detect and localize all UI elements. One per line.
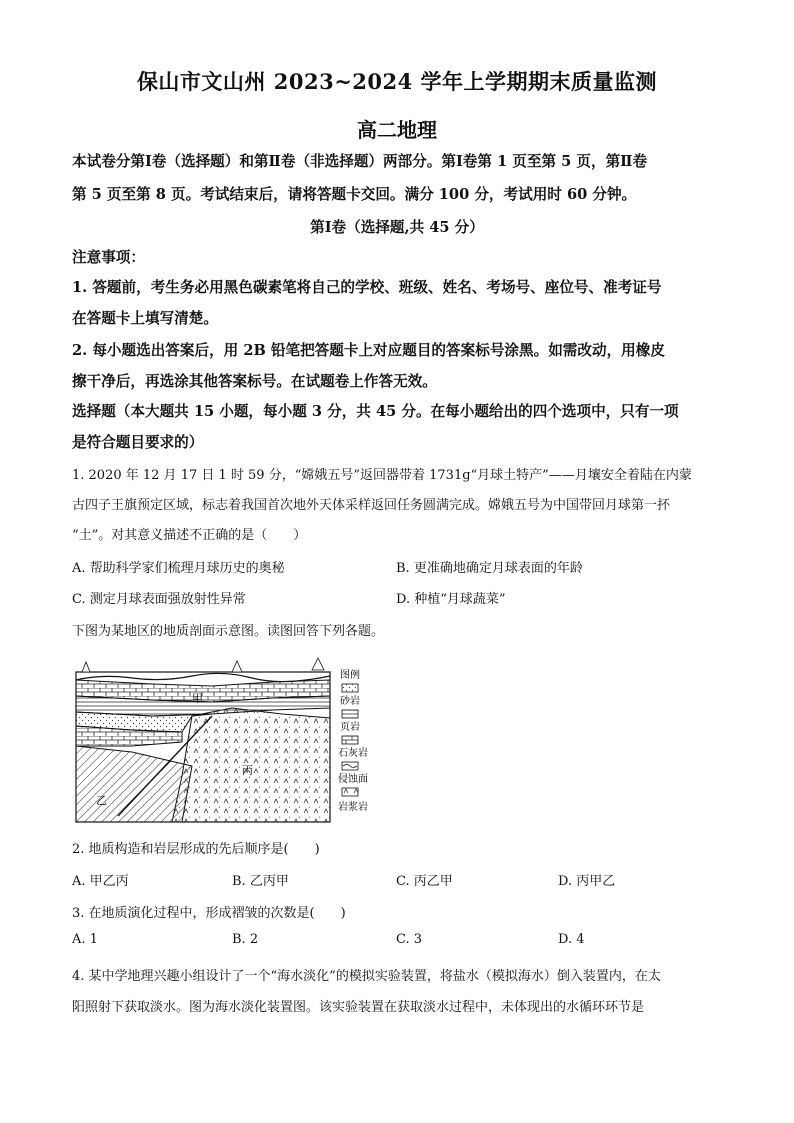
q2-option-c: C. 丙乙甲 — [396, 874, 453, 889]
section-heading-2: 是符合题目要求的） — [72, 434, 204, 451]
q1-option-d: D. 种植“月球蔬菜” — [396, 592, 506, 607]
q2-stem: 2. 地质构造和岩层形成的先后顺序是( ) — [72, 842, 320, 857]
notes-item-1a: 1. 答题前，考生务必用黑色碳素笔将自己的学校、班级、姓名、考场号、座位号、准考证号 — [72, 279, 662, 296]
exam-title: 保山市文山州 2023~2024 学年上学期期末质量监测 — [136, 69, 658, 94]
notes-heading: 注意事项： — [72, 249, 145, 266]
q1-line-2: 古四子王旗预定区域，标志着我国首次地外天体采样返回任务圆满完成。嫦娥五号为中国带回月球第一抔 — [72, 498, 671, 513]
notes-item-2b: 擦干净后，再选涂其他答案标号。在试题卷上作答无效。 — [72, 373, 437, 390]
exam-subtitle: 高二地理 — [357, 118, 437, 142]
q4-line-1: 4. 某中学地理兴趣小组设计了一个“海水淡化”的模拟实验装置，将盐水（模拟海水）倒入装置内，在太 — [72, 969, 661, 984]
notes-item-1b: 在答题卡上填写清楚。 — [72, 310, 218, 327]
q1-line-3: “土”。对其意义描述不正确的是（ ） — [72, 528, 307, 543]
legend-shale: 页岩 — [340, 722, 360, 733]
q1-line-1: 1. 2020 年 12 月 17 日 1 时 59 分，“嫦娥五号”返回器带着 1731g“月球土特产”——月壤安全着陆在内蒙 — [72, 468, 692, 483]
geologic-section-figure — [72, 656, 390, 824]
section-body — [76, 658, 330, 822]
legend-limestone: 石灰岩 — [338, 748, 368, 759]
q1-option-a: A. 帮助科学家们梳理月球历史的奥秘 — [72, 561, 285, 576]
legend-igneous: 岩浆岩 — [338, 802, 368, 813]
q1-option-c: C. 测定月球表面强放射性异常 — [72, 592, 246, 607]
q4-line-2: 阳照射下获取淡水。图为海水淡化装置图。该实验装置在获取淡水过程中，未体现出的水循环环节是 — [72, 1000, 645, 1015]
q3-stem: 3. 在地质演化过程中，形成褶皱的次数是( ) — [72, 906, 346, 921]
q2-option-d: D. 丙甲乙 — [558, 874, 616, 889]
q2-option-a: A. 甲乙丙 — [72, 874, 129, 889]
label-bing: 丙 — [242, 764, 253, 777]
figure-legend — [338, 668, 368, 813]
section-heading-1: 选择题（本大题共 15 小题，每小题 3 分，共 45 分。在每小题给出的四个选项中，只有一项 — [72, 403, 679, 420]
legend-title: 图例 — [340, 670, 360, 681]
q3-option-a: A. 1 — [72, 932, 98, 947]
part1-title: 第Ⅰ卷（选择题,共 45 分） — [310, 219, 484, 236]
label-jia: 甲 — [192, 692, 203, 705]
legend-erosion-surface: 侵蚀面 — [338, 774, 368, 785]
q3-option-d: D. 4 — [558, 932, 585, 947]
q1-option-b: B. 更准确地确定月球表面的年龄 — [396, 561, 583, 576]
intro-line-2: 第 5 页至第 8 页。考试结束后，请将答题卡交回。满分 100 分，考试用时 60 分钟。 — [72, 186, 637, 203]
label-yi: 乙 — [96, 794, 107, 807]
q2-option-b: B. 乙丙甲 — [232, 874, 289, 889]
q3-option-c: C. 3 — [396, 932, 423, 947]
legend-sandstone: 砂岩 — [340, 696, 360, 707]
q3-option-b: B. 2 — [232, 932, 259, 947]
q2-intro: 下图为某地区的地质剖面示意图。读图回答下列各题。 — [72, 624, 385, 639]
intro-line-1: 本试卷分第Ⅰ卷（选择题）和第Ⅱ卷（非选择题）两部分。第Ⅰ卷第 1 页至第 5 页，第Ⅱ卷 — [72, 153, 648, 170]
notes-item-2a: 2. 每小题选出答案后，用 2B 铅笔把答题卡上对应题目的答案标号涂黑。如需改动，用橡皮 — [72, 342, 665, 359]
